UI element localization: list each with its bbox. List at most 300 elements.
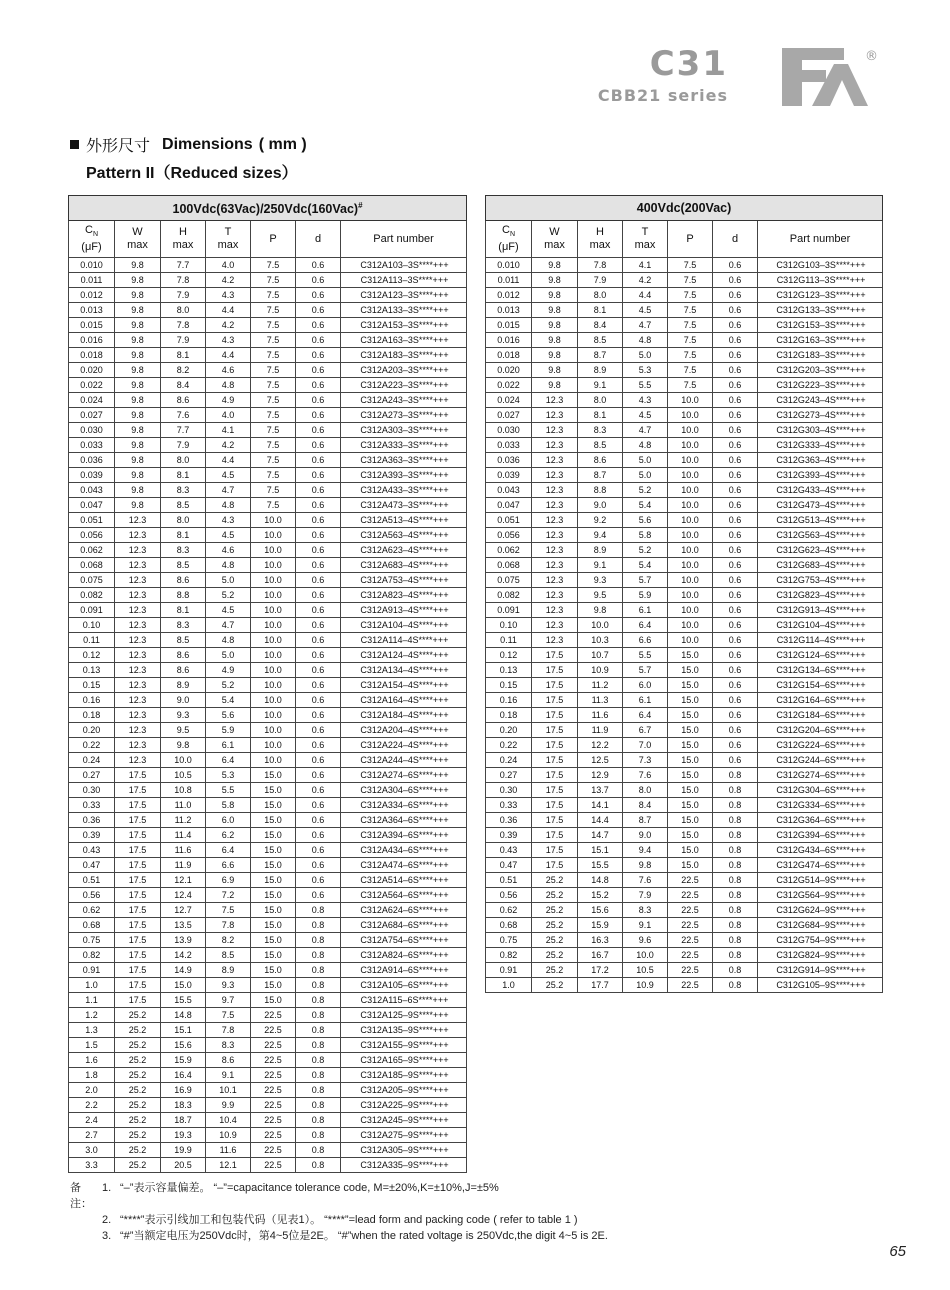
- table-cell: 16.7: [578, 948, 623, 963]
- table-cell: 17.5: [115, 993, 161, 1008]
- table-cell: 7.5: [668, 378, 713, 393]
- table-cell: 5.5: [623, 648, 668, 663]
- part-number-cell: C312G133–3S****+++: [758, 303, 883, 318]
- table-cell: 16.3: [578, 933, 623, 948]
- part-number-cell: C312A123–3S****+++: [341, 288, 467, 303]
- table-row: [69, 333, 467, 348]
- table-cell: 25.2: [532, 918, 578, 933]
- table-cell: 0.12: [486, 648, 532, 663]
- table-cell: 4.2: [206, 438, 251, 453]
- table-cell: 0.51: [69, 873, 115, 888]
- table-cell: 4.4: [206, 453, 251, 468]
- table-row: [69, 468, 467, 483]
- table-cell: 0.8: [713, 888, 758, 903]
- table-cell: 6.4: [206, 753, 251, 768]
- part-number-cell: C312A754–6S****+++: [341, 933, 467, 948]
- table-cell: 4.3: [623, 393, 668, 408]
- table-row: [69, 963, 467, 978]
- table-cell: 9.8: [532, 333, 578, 348]
- table-row: [486, 618, 883, 633]
- table-row: [69, 363, 467, 378]
- table-cell: 0.056: [69, 528, 115, 543]
- table-cell: 0.033: [69, 438, 115, 453]
- table-cell: 8.5: [161, 558, 206, 573]
- table-cell: 0.16: [486, 693, 532, 708]
- table-cell: 7.8: [206, 1023, 251, 1038]
- table-row: [69, 513, 467, 528]
- table-cell: 6.1: [623, 693, 668, 708]
- table-cell: 6.1: [623, 603, 668, 618]
- table-cell: 9.1: [206, 1068, 251, 1083]
- col-cn: $C_N$ (μF): [486, 221, 532, 258]
- table-cell: 0.6: [713, 678, 758, 693]
- table-cell: 6.4: [623, 708, 668, 723]
- part-number-cell: C312A433–3S****+++: [341, 483, 467, 498]
- part-number-cell: C312A104–4S****+++: [341, 618, 467, 633]
- part-number-cell: C312A183–3S****+++: [341, 348, 467, 363]
- table-cell: 1.0: [486, 978, 532, 993]
- part-number-cell: C312G433–4S****+++: [758, 483, 883, 498]
- table-cell: 0.6: [296, 873, 341, 888]
- table-cell: 10.0: [251, 573, 296, 588]
- part-number-cell: C312G124–6S****+++: [758, 648, 883, 663]
- part-number-cell: C312A563–4S****+++: [341, 528, 467, 543]
- table-cell: 0.8: [713, 978, 758, 993]
- table-row: [486, 858, 883, 873]
- table-cell: 17.5: [115, 858, 161, 873]
- table-cell: 0.8: [296, 1008, 341, 1023]
- table-cell: 0.43: [486, 843, 532, 858]
- table-row: [69, 1083, 467, 1098]
- table-cell: 12.3: [532, 558, 578, 573]
- table-cell: 15.0: [668, 738, 713, 753]
- table-cell: 5.0: [623, 468, 668, 483]
- table-cell: 12.3: [115, 723, 161, 738]
- table-cell: 10.0: [251, 543, 296, 558]
- table-cell: 9.8: [115, 363, 161, 378]
- table-cell: 9.8: [115, 378, 161, 393]
- part-number-cell: C312G753–4S****+++: [758, 573, 883, 588]
- table-cell: 0.82: [69, 948, 115, 963]
- table-cell: 15.0: [251, 783, 296, 798]
- table-row: [69, 258, 467, 273]
- table-row: [69, 1023, 467, 1038]
- part-number-cell: C312G333–4S****+++: [758, 438, 883, 453]
- table-cell: 15.0: [251, 768, 296, 783]
- part-number-cell: C312A155–9S****+++: [341, 1038, 467, 1053]
- table-cell: 15.0: [668, 768, 713, 783]
- table-cell: 8.1: [161, 603, 206, 618]
- table-row: [486, 513, 883, 528]
- part-number-cell: C312A303–3S****+++: [341, 423, 467, 438]
- table-cell: 0.6: [713, 333, 758, 348]
- table-cell: 0.27: [69, 768, 115, 783]
- table-cell: 0.012: [486, 288, 532, 303]
- part-number-cell: C312A394–6S****+++: [341, 828, 467, 843]
- table-cell: 17.5: [115, 798, 161, 813]
- table-cell: 0.056: [486, 528, 532, 543]
- table-cell: 10.0: [668, 498, 713, 513]
- table-cell: 0.6: [296, 543, 341, 558]
- table-cell: 15.0: [668, 663, 713, 678]
- table-cell: 22.5: [668, 978, 713, 993]
- table-cell: 22.5: [251, 1008, 296, 1023]
- table-row: [486, 783, 883, 798]
- table-cell: 17.5: [115, 813, 161, 828]
- table-cell: 0.6: [296, 843, 341, 858]
- part-number-cell: C312G394–6S****+++: [758, 828, 883, 843]
- table-cell: 10.0: [578, 618, 623, 633]
- table-cell: 15.0: [668, 693, 713, 708]
- part-number-cell: C312A184–4S****+++: [341, 708, 467, 723]
- table-cell: 10.0: [668, 468, 713, 483]
- table-cell: 0.6: [296, 798, 341, 813]
- registered-mark: ®: [865, 49, 878, 64]
- table-cell: 0.6: [296, 708, 341, 723]
- table-cell: 0.033: [486, 438, 532, 453]
- part-number-cell: C312G303–4S****+++: [758, 423, 883, 438]
- table-cell: 22.5: [251, 1113, 296, 1128]
- table-cell: 7.5: [251, 483, 296, 498]
- part-number-cell: C312G103–3S****+++: [758, 258, 883, 273]
- table-cell: 12.3: [532, 573, 578, 588]
- table-cell: 25.2: [115, 1143, 161, 1158]
- table-cell: 10.0: [251, 618, 296, 633]
- table-cell: 17.5: [115, 888, 161, 903]
- table-cell: 0.6: [296, 738, 341, 753]
- table-cell: 0.039: [69, 468, 115, 483]
- table-cell: 0.6: [296, 513, 341, 528]
- table-cell: 0.6: [713, 378, 758, 393]
- table-cell: 7.5: [251, 348, 296, 363]
- table-cell: 5.5: [206, 783, 251, 798]
- table-cell: 9.5: [578, 588, 623, 603]
- part-number-cell: C312A135–9S****+++: [341, 1023, 467, 1038]
- table-cell: 17.5: [532, 783, 578, 798]
- table-cell: 0.015: [486, 318, 532, 333]
- col-part-number: Part number: [341, 221, 467, 258]
- part-number-cell: C312G683–4S****+++: [758, 558, 883, 573]
- table-cell: 5.4: [623, 498, 668, 513]
- table-row: [69, 1098, 467, 1113]
- table-cell: 25.2: [115, 1038, 161, 1053]
- table-cell: 9.8: [115, 483, 161, 498]
- table-row: [486, 573, 883, 588]
- table-cell: 15.9: [161, 1053, 206, 1068]
- table-cell: 0.8: [296, 1083, 341, 1098]
- table-row: [486, 378, 883, 393]
- table-cell: 0.8: [296, 978, 341, 993]
- table-cell: 9.3: [206, 978, 251, 993]
- part-number-cell: C312G364–6S****+++: [758, 813, 883, 828]
- table-cell: 15.0: [251, 978, 296, 993]
- table-row: [69, 558, 467, 573]
- table-row: [69, 723, 467, 738]
- table-cell: 4.8: [206, 498, 251, 513]
- table-cell: 0.013: [69, 303, 115, 318]
- table-cell: 18.3: [161, 1098, 206, 1113]
- table-row: [486, 813, 883, 828]
- table-cell: 0.015: [69, 318, 115, 333]
- part-number-cell: C312G563–4S****+++: [758, 528, 883, 543]
- table-cell: 12.3: [532, 438, 578, 453]
- table-cell: 7.9: [161, 288, 206, 303]
- table-cell: 12.3: [115, 603, 161, 618]
- table-cell: 0.6: [296, 588, 341, 603]
- table-cell: 10.0: [668, 543, 713, 558]
- table-cell: 0.016: [69, 333, 115, 348]
- table-cell: 9.8: [115, 438, 161, 453]
- table-cell: 8.2: [161, 363, 206, 378]
- table-row: [69, 903, 467, 918]
- table-cell: 0.091: [69, 603, 115, 618]
- table-row: [69, 423, 467, 438]
- part-number-cell: C312A624–6S****+++: [341, 903, 467, 918]
- col-t: T max: [206, 221, 251, 258]
- table-cell: 7.2: [206, 888, 251, 903]
- table-cell: 0.6: [296, 663, 341, 678]
- table-cell: 11.0: [161, 798, 206, 813]
- table-cell: 12.3: [115, 558, 161, 573]
- table-cell: 8.8: [578, 483, 623, 498]
- table-cell: 4.5: [206, 468, 251, 483]
- table-cell: 0.091: [486, 603, 532, 618]
- table-row: [486, 768, 883, 783]
- table-row: [69, 708, 467, 723]
- spec-table-400vdc: [485, 195, 883, 993]
- table-cell: 1.0: [69, 978, 115, 993]
- table-cell: 8.0: [161, 453, 206, 468]
- part-number-cell: C312A824–6S****+++: [341, 948, 467, 963]
- table-cell: 4.8: [206, 558, 251, 573]
- table-cell: 17.7: [578, 978, 623, 993]
- table-cell: 9.0: [623, 828, 668, 843]
- table-cell: 16.9: [161, 1083, 206, 1098]
- table-cell: 0.8: [296, 903, 341, 918]
- table-cell: 17.5: [115, 903, 161, 918]
- table-row: [486, 408, 883, 423]
- table-cell: 12.3: [532, 618, 578, 633]
- table-cell: 8.6: [161, 663, 206, 678]
- table-cell: 25.2: [532, 888, 578, 903]
- table-cell: 17.2: [578, 963, 623, 978]
- table-cell: 17.5: [532, 738, 578, 753]
- table-cell: 0.15: [69, 678, 115, 693]
- table-cell: 15.0: [251, 843, 296, 858]
- part-number-cell: C312G363–4S****+++: [758, 453, 883, 468]
- table-cell: 15.0: [668, 858, 713, 873]
- table-cell: 0.6: [713, 663, 758, 678]
- table-row: [69, 663, 467, 678]
- table-cell: 9.8: [115, 468, 161, 483]
- table-cell: 25.2: [532, 948, 578, 963]
- table-cell: 5.0: [623, 348, 668, 363]
- table-cell: 7.7: [161, 423, 206, 438]
- table-cell: 17.5: [115, 783, 161, 798]
- part-number-cell: C312A115–6S****+++: [341, 993, 467, 1008]
- part-number-cell: C312A363–3S****+++: [341, 453, 467, 468]
- table-cell: 12.3: [532, 513, 578, 528]
- table-row: [69, 933, 467, 948]
- table-cell: 10.0: [668, 633, 713, 648]
- table-cell: 17.5: [532, 753, 578, 768]
- table-cell: 1.8: [69, 1068, 115, 1083]
- table-cell: 0.6: [713, 573, 758, 588]
- table-cell: 0.082: [486, 588, 532, 603]
- table-cell: 8.3: [206, 1038, 251, 1053]
- table-cell: 4.9: [206, 393, 251, 408]
- table-cell: 9.1: [578, 558, 623, 573]
- table-cell: 10.0: [668, 453, 713, 468]
- table-cell: 0.6: [296, 378, 341, 393]
- part-number-cell: C312A114–4S****+++: [341, 633, 467, 648]
- table-cell: 0.18: [69, 708, 115, 723]
- table-row: [69, 528, 467, 543]
- table-cell: 0.36: [486, 813, 532, 828]
- series-subtitle: CBB21 series: [597, 86, 728, 105]
- table-cell: 11.9: [161, 858, 206, 873]
- table-cell: 0.8: [296, 933, 341, 948]
- table-cell: 13.5: [161, 918, 206, 933]
- table-cell: 8.5: [161, 633, 206, 648]
- part-number-cell: C312G163–3S****+++: [758, 333, 883, 348]
- table-cell: 9.8: [532, 273, 578, 288]
- table-cell: 3.3: [69, 1158, 115, 1173]
- table-cell: 0.8: [713, 768, 758, 783]
- part-number-cell: C312A205–9S****+++: [341, 1083, 467, 1098]
- table-cell: 22.5: [668, 873, 713, 888]
- table-cell: 9.4: [578, 528, 623, 543]
- table-cell: 22.5: [251, 1128, 296, 1143]
- table-cell: 9.8: [161, 738, 206, 753]
- table-cell: 8.3: [578, 423, 623, 438]
- table-cell: 8.9: [578, 363, 623, 378]
- table-cell: 0.6: [713, 408, 758, 423]
- table-cell: 22.5: [251, 1098, 296, 1113]
- table-cell: 12.3: [532, 423, 578, 438]
- table-cell: 8.5: [578, 333, 623, 348]
- table-cell: 9.8: [623, 858, 668, 873]
- table-cell: 8.6: [161, 573, 206, 588]
- col-d: d: [713, 221, 758, 258]
- table-row: [486, 528, 883, 543]
- table-cell: 9.7: [206, 993, 251, 1008]
- table-cell: 12.3: [532, 483, 578, 498]
- table-cell: 14.2: [161, 948, 206, 963]
- part-number-cell: C312G154–6S****+++: [758, 678, 883, 693]
- table-cell: 0.43: [69, 843, 115, 858]
- part-number-cell: C312A364–6S****+++: [341, 813, 467, 828]
- table-cell: 8.1: [161, 468, 206, 483]
- table-cell: 22.5: [668, 933, 713, 948]
- part-number-cell: C312G514–9S****+++: [758, 873, 883, 888]
- table-cell: 12.3: [115, 573, 161, 588]
- part-number-cell: C312G914–9S****+++: [758, 963, 883, 978]
- table-cell: 5.4: [623, 558, 668, 573]
- part-number-cell: C312A913–4S****+++: [341, 603, 467, 618]
- table-cell: 0.036: [69, 453, 115, 468]
- table-cell: 15.5: [578, 858, 623, 873]
- table-cell: 0.56: [69, 888, 115, 903]
- table-cell: 10.0: [251, 633, 296, 648]
- part-number-cell: C312A124–4S****+++: [341, 648, 467, 663]
- table-row: [69, 633, 467, 648]
- table-cell: 4.2: [623, 273, 668, 288]
- part-number-cell: C312G164–6S****+++: [758, 693, 883, 708]
- page-number: 65: [889, 1243, 906, 1260]
- table-cell: 4.0: [206, 258, 251, 273]
- table-cell: 0.6: [713, 498, 758, 513]
- table-row: [486, 603, 883, 618]
- table-cell: 3.0: [69, 1143, 115, 1158]
- part-number-cell: C312A273–3S****+++: [341, 408, 467, 423]
- table-cell: 17.5: [115, 978, 161, 993]
- table-cell: 22.5: [668, 948, 713, 963]
- table-cell: 10.4: [206, 1113, 251, 1128]
- table-cell: 4.7: [623, 318, 668, 333]
- part-number-cell: C312G104–4S****+++: [758, 618, 883, 633]
- table-cell: 10.7: [578, 648, 623, 663]
- table-row: [69, 993, 467, 1008]
- table-cell: 12.3: [115, 708, 161, 723]
- table-cell: 0.016: [486, 333, 532, 348]
- table-cell: 4.7: [623, 423, 668, 438]
- table-cell: 0.27: [486, 768, 532, 783]
- table-cell: 0.047: [69, 498, 115, 513]
- table-cell: 0.024: [69, 393, 115, 408]
- table-row: [69, 618, 467, 633]
- table-cell: 0.8: [296, 1113, 341, 1128]
- table-cell: 4.3: [206, 288, 251, 303]
- table-cell: 13.7: [578, 783, 623, 798]
- company-logo-icon: [782, 48, 878, 106]
- table-cell: 0.022: [69, 378, 115, 393]
- table-cell: 22.5: [251, 1023, 296, 1038]
- table-cell: 8.9: [161, 678, 206, 693]
- table-cell: 0.6: [713, 288, 758, 303]
- table-row: [486, 828, 883, 843]
- table-cell: 10.0: [668, 558, 713, 573]
- table-row: [69, 483, 467, 498]
- part-number-cell: C312G223–3S****+++: [758, 378, 883, 393]
- table-cell: 0.8: [296, 963, 341, 978]
- table-cell: 0.043: [69, 483, 115, 498]
- footnote-1: 备注： 1. “–”表示容量偏差。 “–”=capacitance tolerance code, M=±20%,K=±10%,J=±5%: [70, 1182, 499, 1210]
- part-number-cell: C312G114–4S****+++: [758, 633, 883, 648]
- table-cell: 4.8: [623, 333, 668, 348]
- table-cell: 12.3: [532, 603, 578, 618]
- table-cell: 10.8: [161, 783, 206, 798]
- table-cell: 4.4: [623, 288, 668, 303]
- col-w: W max: [115, 221, 161, 258]
- table-cell: 12.3: [532, 393, 578, 408]
- table-cell: 0.8: [296, 993, 341, 1008]
- table-cell: 22.5: [668, 903, 713, 918]
- table-cell: 0.6: [296, 318, 341, 333]
- table-cell: 0.6: [296, 693, 341, 708]
- table-cell: 15.6: [578, 903, 623, 918]
- table-cell: 10.0: [251, 723, 296, 738]
- part-number-cell: C312A683–4S****+++: [341, 558, 467, 573]
- table-cell: 10.0: [251, 528, 296, 543]
- table-cell: 12.3: [115, 678, 161, 693]
- table-cell: 7.5: [251, 258, 296, 273]
- table-cell: 9.2: [578, 513, 623, 528]
- table-cell: 0.075: [486, 573, 532, 588]
- table-cell: 15.1: [578, 843, 623, 858]
- table-cell: 7.8: [161, 318, 206, 333]
- table-cell: 5.9: [623, 588, 668, 603]
